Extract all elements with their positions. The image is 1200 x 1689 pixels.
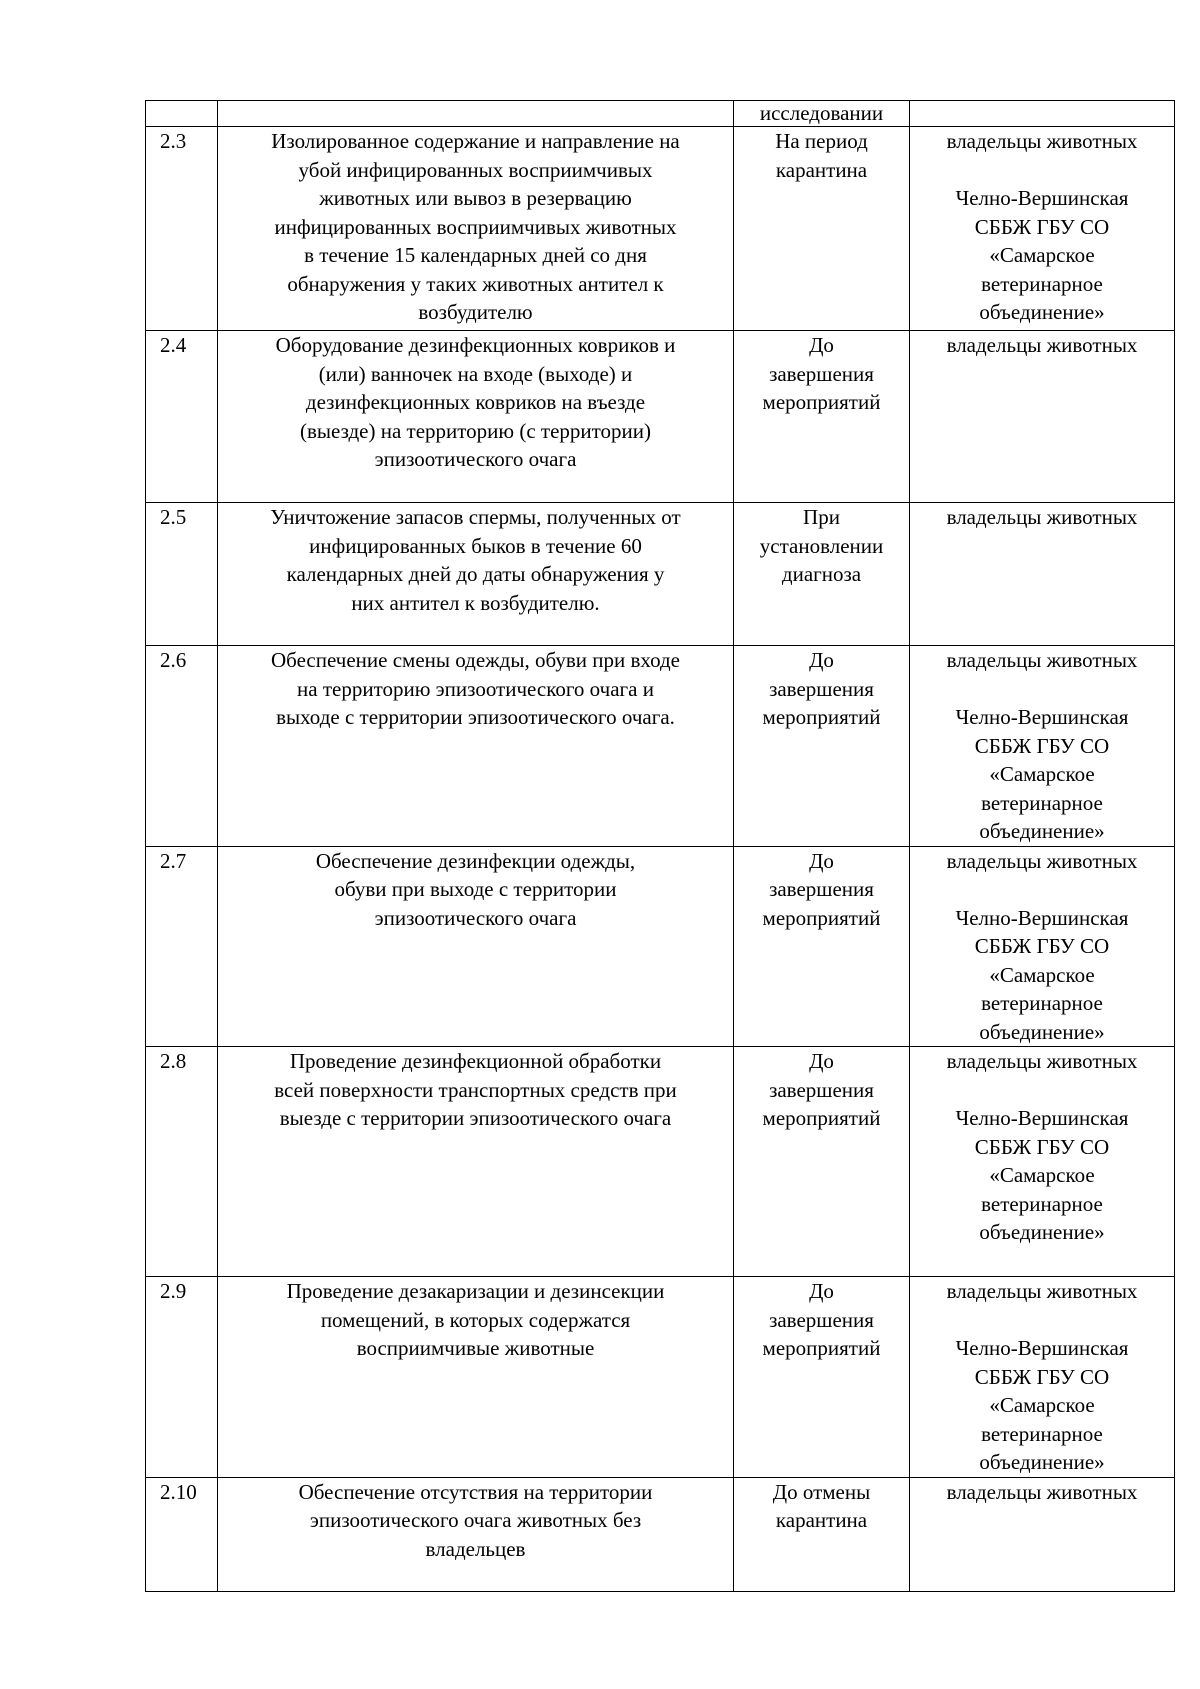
measures-table — [145, 100, 1175, 1592]
term-text: До завершения мероприятий — [762, 848, 881, 930]
row-responsible — [910, 503, 1175, 646]
term-text: До отмены карантина — [772, 1479, 871, 1532]
term-text: До завершения мероприятий — [762, 1279, 881, 1360]
row-term — [734, 331, 910, 503]
responsible-owner: владельцы животных — [946, 129, 1138, 153]
continuation-num-cell — [146, 101, 218, 127]
row-number: 2.10 — [146, 1477, 218, 1591]
row-number: 2.7 — [146, 846, 218, 1047]
row-action — [218, 646, 734, 847]
row-action — [218, 503, 734, 646]
action-text: Проведение дезинфекционной обработки всей поверхности транспортных средств при выезде с территории эпизоотического очага — [274, 1049, 677, 1130]
row-number: 2.8 — [146, 1047, 218, 1277]
row-term — [734, 127, 910, 331]
term-text: До завершения мероприятий — [762, 648, 881, 729]
row-number: 2.6 — [146, 646, 218, 847]
responsible-org: Челно-Вершинская СББЖ ГБУ СО «Самарское ветеринарное объединение» — [955, 1336, 1129, 1474]
row-action — [218, 846, 734, 1047]
row-term — [734, 846, 910, 1047]
row-term — [734, 646, 910, 847]
row-number: 2.4 — [146, 331, 218, 503]
responsible-owner: владельцы животных — [946, 648, 1138, 672]
row-action — [218, 331, 734, 503]
row-responsible — [910, 646, 1175, 847]
row-responsible — [910, 846, 1175, 1047]
continuation-row — [146, 101, 1175, 127]
row-responsible — [910, 127, 1175, 331]
row-term — [734, 503, 910, 646]
table-row — [146, 127, 1175, 331]
row-action — [218, 1277, 734, 1478]
term-text: На период карантина — [775, 129, 868, 182]
row-responsible — [910, 331, 1175, 503]
responsible-org: Челно-Вершинская СББЖ ГБУ СО «Самарское ветеринарное объединение» — [955, 705, 1129, 843]
continuation-term-cell: исследовании — [734, 101, 910, 127]
term-text: До завершения мероприятий — [762, 333, 881, 414]
table-row — [146, 1277, 1175, 1478]
table-row — [146, 846, 1175, 1047]
action-text: Уничтожение запасов спермы, полученных от инфицированных быков в течение 60 календарных дней до даты обнаружения у них антител к возбудителю. — [270, 505, 681, 615]
action-text: Изолированное содержание и направление на убой инфицированных восприимчивых животных или вывоз в резервацию инфицированных восприимчивых животных в течение 15 календарных дней со дня обнаружения у таких животных антител к возбудителю — [271, 129, 680, 324]
action-text: Обеспечение отсутствия на территории эпизоотического очага животных без владельцев — [298, 1479, 653, 1561]
responsible-owner: владельцы животных — [946, 1479, 1138, 1504]
term-text: При установлении диагноза — [759, 505, 884, 586]
action-text: Оборудование дезинфекционных ковриков и (или) ванночек на входе (выходе) и дезинфекционных ковриков на въезде (выезде) на территорию (с территории) эпизоотического очага — [275, 333, 676, 471]
row-number: 2.3 — [146, 127, 218, 331]
responsible-org: Челно-Вершинская СББЖ ГБУ СО «Самарское ветеринарное объединение» — [955, 905, 1129, 1044]
responsible-owner: владельцы животных — [946, 505, 1138, 529]
row-term — [734, 1047, 910, 1277]
responsible-org: Челно-Вершинская СББЖ ГБУ СО «Самарское ветеринарное объединение» — [955, 186, 1129, 324]
continuation-resp-cell — [910, 101, 1175, 127]
table-row — [146, 331, 1175, 503]
action-text: Обеспечение смены одежды, обуви при входе на территорию эпизоотического очага и выходе с территории эпизоотического очага. — [271, 648, 680, 729]
action-text: Обеспечение дезинфекции одежды, обуви при выходе с территории эпизоотического очага — [315, 848, 636, 930]
row-term — [734, 1477, 910, 1591]
table-row — [146, 1047, 1175, 1277]
table-row — [146, 1477, 1175, 1591]
row-action — [218, 1047, 734, 1277]
row-number: 2.5 — [146, 503, 218, 646]
row-responsible — [910, 1477, 1175, 1591]
row-term — [734, 1277, 910, 1478]
responsible-org: Челно-Вершинская СББЖ ГБУ СО «Самарское ветеринарное объединение» — [955, 1106, 1129, 1244]
table-row — [146, 646, 1175, 847]
row-number: 2.9 — [146, 1277, 218, 1478]
row-action — [218, 127, 734, 331]
responsible-owner: владельцы животных — [946, 1049, 1138, 1073]
continuation-action-cell — [218, 101, 734, 127]
row-responsible — [910, 1047, 1175, 1277]
row-responsible — [910, 1277, 1175, 1478]
row-action — [218, 1477, 734, 1591]
responsible-owner: владельцы животных — [946, 333, 1138, 357]
responsible-owner: владельцы животных — [946, 1279, 1138, 1303]
responsible-owner: владельцы животных — [946, 848, 1138, 873]
table-row — [146, 503, 1175, 646]
action-text: Проведение дезакаризации и дезинсекции помещений, в которых содержатся восприимчивые животные — [286, 1279, 665, 1360]
term-text: До завершения мероприятий — [762, 1049, 881, 1130]
